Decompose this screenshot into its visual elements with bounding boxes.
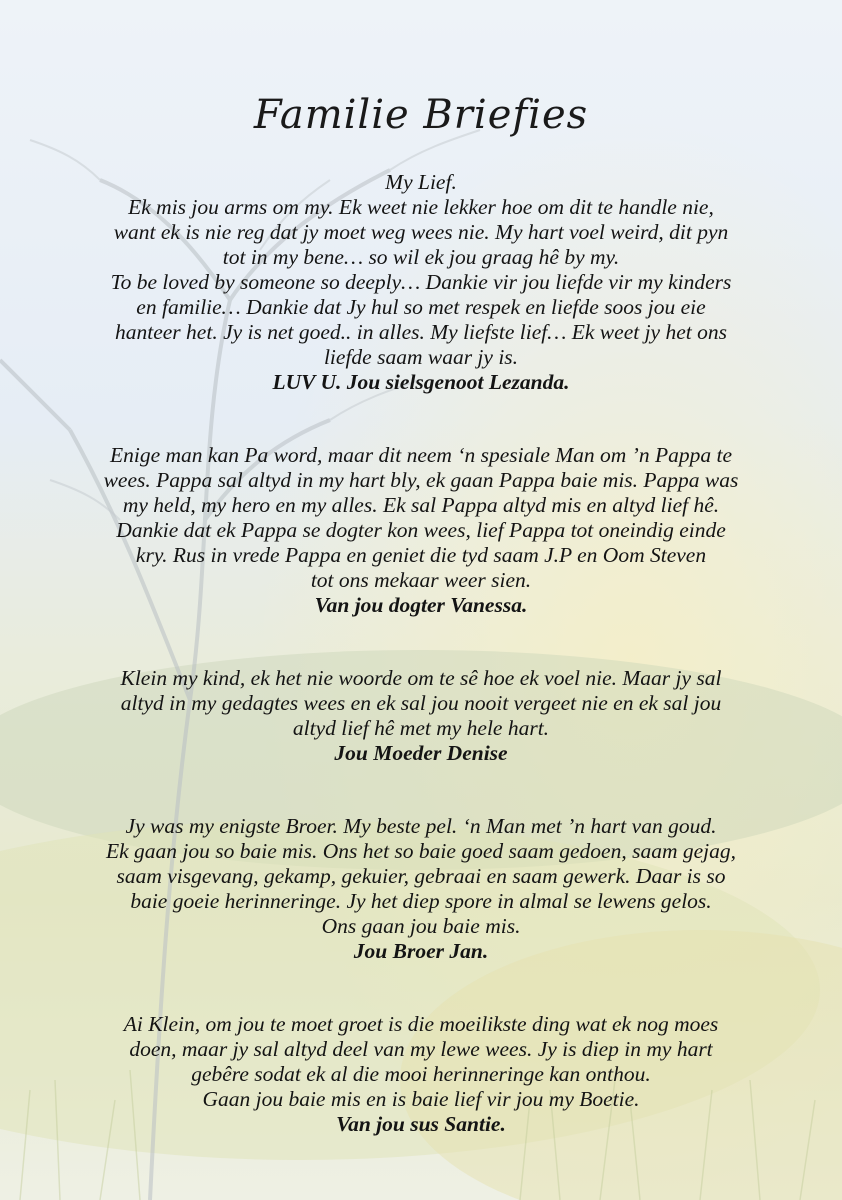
letter-line: wees. Pappa sal altyd in my hart bly, ek gaan Pappa baie mis. Pappa was (103, 468, 739, 492)
letter-line: want ek is nie reg dat jy moet weg wees nie. My hart voel weird, dit pyn (113, 220, 729, 244)
letter-line: To be loved by someone so deeply… Dankie vir jou liefde vir my kinders (110, 270, 732, 294)
letter-line: tot ons mekaar weer sien. (310, 568, 532, 592)
letter-line: Klein my kind, ek het nie woorde om te sê hoe ek voel nie. Maar jy sal (120, 666, 722, 690)
letter-line: kry. Rus in vrede Pappa en geniet die tyd saam J.P en Oom Steven (135, 543, 707, 567)
letter-signature: LUV U. Jou sielsgenoot Lezanda. (272, 370, 570, 394)
letter-line: Ai Klein, om jou te moet groet is die moeilikste ding wat ek nog moes (123, 1012, 719, 1036)
letter-line: Gaan jou baie mis en is baie lief vir jou my Boetie. (202, 1087, 640, 1111)
letter-line: Dankie dat ek Pappa se dogter kon wees, lief Pappa tot oneindig einde (116, 518, 726, 542)
letter-signature: Jou Broer Jan. (353, 939, 489, 963)
letter-signature: Van jou sus Santie. (336, 1112, 506, 1136)
page-title: Familie Briefies (253, 92, 589, 138)
letter-line: doen, maar jy sal altyd deel van my lewe wees. Jy is diep in my hart (129, 1037, 713, 1061)
letter-vanessa (30, 443, 812, 618)
letter-line: baie goeie herinneringe. Jy het diep spore in almal se lewens gelos. (130, 889, 712, 913)
letter-line: Ons gaan jou baie mis. (321, 914, 521, 938)
letter-santie (30, 1012, 812, 1137)
letter-line: my held, my hero en my alles. Ek sal Pappa altyd mis en altyd lief hê. (122, 493, 720, 517)
letter-line: Ek mis jou arms om my. Ek weet nie lekker hoe om dit te handle nie, (128, 195, 714, 219)
letter-line: My Lief. (385, 170, 457, 194)
letter-line: gebêre sodat ek al die mooi herinneringe kan onthou. (191, 1062, 651, 1086)
letter-signature: Van jou dogter Vanessa. (314, 593, 528, 617)
letter-line: saam visgevang, gekamp, gekuier, gebraai en saam gewerk. Daar is so (116, 864, 726, 888)
letter-line: tot in my bene… so wil ek jou graag hê by my. (222, 245, 620, 269)
letter-line: Enige man kan Pa word, maar dit neem ‘n spesiale Man om ’n Pappa te (109, 443, 732, 467)
letter-line: altyd lief hê met my hele hart. (292, 716, 550, 740)
letter-line: Jy was my enigste Broer. My beste pel. ‘n Man met ’n hart van goud. (125, 814, 717, 838)
letter-line: en familie… Dankie dat Jy hul so met respek en liefde soos jou eie (136, 295, 706, 319)
letter-signature: Jou Moeder Denise (334, 741, 508, 765)
letter-line: Ek gaan jou so baie mis. Ons het so baie goed saam gedoen, saam gejag, (106, 839, 736, 863)
letter-lezanda (30, 170, 812, 395)
letter-line: liefde saam waar jy is. (323, 345, 519, 369)
letter-jan (30, 814, 812, 964)
letter-line: hanteer het. Jy is net goed.. in alles. My liefste lief… Ek weet jy het ons (115, 320, 727, 344)
letter-line: altyd in my gedagtes wees en ek sal jou nooit vergeet nie en ek sal jou (120, 691, 722, 715)
letter-denise (30, 666, 812, 766)
letters-section (30, 170, 812, 1185)
